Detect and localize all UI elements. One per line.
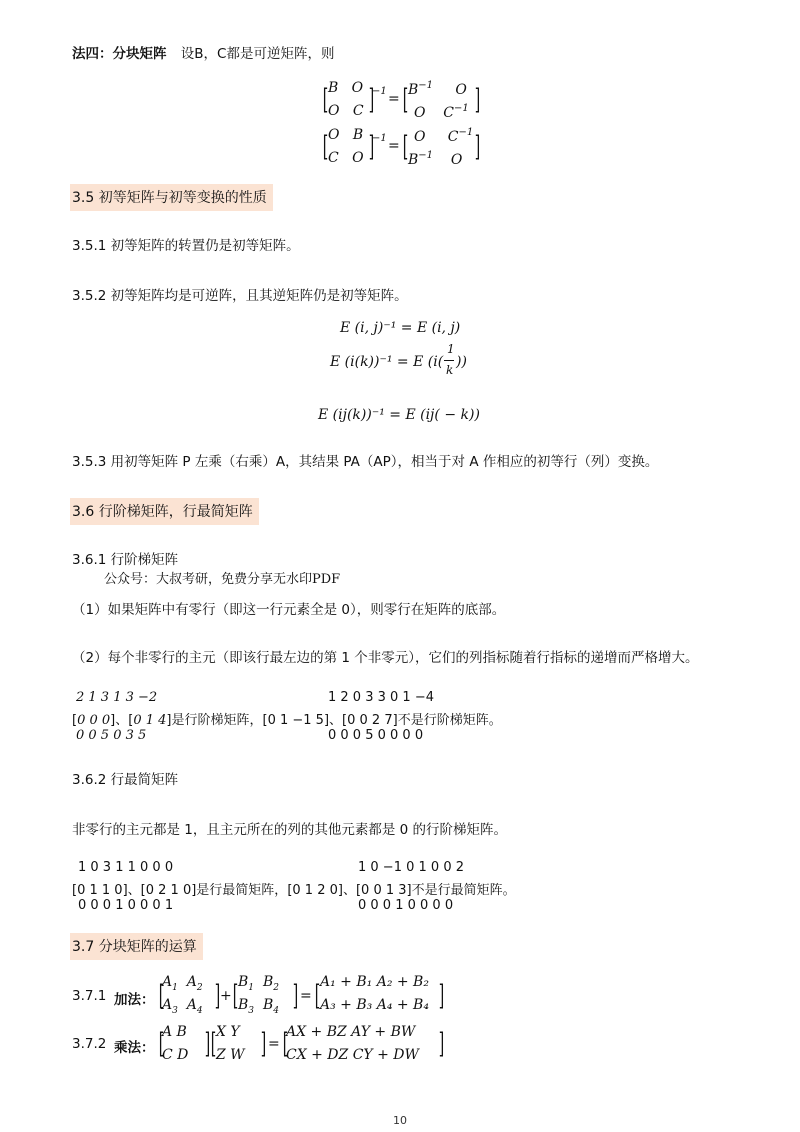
scale-formula-numerator: 1	[447, 342, 455, 356]
item-3-5-3: 3.5.3 用初等矩阵 P 左乘（右乘）A，其结果 PA（AP），相当于对 A 作相应的初等行（列）变换。	[72, 454, 659, 470]
item-3-6-2: 3.6.2 行最简矩阵	[72, 772, 179, 788]
non-rref-ex-row3: 0 0 0 1 0 0 0 0	[358, 898, 454, 913]
eq1-equals: =	[388, 91, 400, 107]
rref-ex-row1: 1 0 3 1 1 0 0 0	[78, 860, 174, 875]
mul-equals: =	[268, 1036, 280, 1052]
add-right-row1: $B_1$ $B_2$	[238, 974, 279, 993]
echelon-ex-row3: 0 0 5 0 3 5	[76, 728, 147, 743]
eq1-row2: O C	[328, 103, 364, 119]
item-3-5-1: 3.5.1 初等矩阵的转置仍是初等矩阵。	[72, 238, 300, 254]
eq2-inverse-exp: −1	[372, 133, 387, 144]
item-3-6-1: 3.6.1 行阶梯矩阵	[72, 552, 179, 568]
item-3-7-1-num: 3.7.1	[72, 988, 107, 1004]
add-left-row1: $A_1$ $A_2$	[162, 974, 203, 993]
section-3-5-heading: 3.5 初等矩阵与初等变换的性质	[70, 184, 273, 211]
eq1-inverse-exp: −1	[372, 86, 387, 97]
eq1-row1: B O	[328, 80, 364, 96]
add-right-row2: $B_3$ $B_4$	[238, 997, 279, 1016]
section-3-7-heading: 3.7 分块矩阵的运算	[70, 933, 203, 960]
non-echelon-ex-row1: 1 2 0 3 3 0 1 −4	[328, 690, 434, 705]
item-3-7-1-label: 加法：	[114, 992, 155, 1008]
echelon-ex-row2: [0 0 0]、[0 1 4]是行阶梯矩阵，[0 1 −1 5]、[0 0 2 7]不是行阶梯矩阵。	[72, 713, 502, 728]
scale-formula-left: E (i(k))⁻¹ = E (i(	[330, 354, 444, 370]
item-3-5-2: 3.5.2 初等矩阵均是可逆阵，且其逆矩阵仍是初等矩阵。	[72, 288, 408, 304]
echelon-ex-row1: 2 1 3 1 3 −2	[76, 690, 158, 705]
add-equals: =	[300, 988, 312, 1004]
inverse-add-formula: E (ij(k))⁻¹ = E (ij( − k))	[318, 407, 480, 423]
eq2-result-row2: $B^{-1}$ O	[408, 150, 463, 168]
add-result-row1: A₁ + B₁ A₂ + B₂	[320, 974, 429, 990]
eq1-result-row2: O $C^{-1}$	[414, 103, 469, 121]
scale-formula-right: ))	[456, 354, 467, 370]
mul-right-row1: X Y	[216, 1024, 240, 1040]
item-3-7-2-label: 乘法：	[114, 1040, 155, 1056]
mul-result-row2: CX + DZ CY + DW	[286, 1047, 419, 1063]
condition-2: （2）每个非零行的主元（即该行最左边的第 1 个非零元），它们的列指标随着行指标的递增而严格增大。	[72, 650, 699, 666]
condition-1: （1）如果矩阵中有零行（即这一行元素全是 0），则零行在矩阵的底部。	[72, 602, 506, 618]
rref-definition: 非零行的主元都是 1，且主元所在的列的其他元素都是 0 的行阶梯矩阵。	[72, 822, 508, 838]
eq2-equals: =	[388, 138, 400, 154]
add-plus: +	[220, 988, 232, 1004]
method-label: 法四：分块矩阵	[72, 46, 167, 62]
mul-left-row2: C D	[162, 1047, 189, 1063]
non-echelon-ex-row3: 0 0 0 5 0 0 0 0	[328, 728, 424, 743]
watermark-text: 公众号：大叔考研，免费分享无水印PDF	[104, 572, 341, 587]
non-rref-ex-row1: 1 0 −1 0 1 0 0 2	[358, 860, 464, 875]
mul-right-row2: Z W	[216, 1047, 245, 1063]
section-3-6-heading: 3.6 行阶梯矩阵，行最简矩阵	[70, 498, 259, 525]
scale-formula-denominator: k	[446, 363, 454, 377]
eq2-result-row1: O $C^{-1}$	[414, 127, 474, 145]
rref-ex-row3: 0 0 0 1 0 0 0 1	[78, 898, 174, 913]
inverse-swap-formula: E (i, j)⁻¹ = E (i, j)	[340, 320, 461, 336]
mul-result-row1: AX + BZ AY + BW	[286, 1024, 416, 1040]
add-result-row2: A₃ + B₃ A₄ + B₄	[320, 997, 429, 1013]
mul-left-row1: A B	[162, 1024, 187, 1040]
rref-ex-row2: [0 1 1 0]、[0 2 1 0]是行最简矩阵，[0 1 2 0]、[0 0 1 3]不是行最简矩阵。	[72, 883, 516, 898]
eq2-row2: C O	[328, 150, 364, 166]
method-four-line	[72, 42, 334, 62]
item-3-7-2-num: 3.7.2	[72, 1036, 107, 1052]
eq2-row1: O B	[328, 127, 364, 143]
add-left-row2: $A_3$ $A_4$	[162, 997, 203, 1016]
page-number: 10	[393, 1114, 407, 1127]
eq1-result-row1: $B^{-1}$ O	[408, 80, 467, 98]
method-text: 设B，C都是可逆矩阵，则	[180, 46, 335, 62]
